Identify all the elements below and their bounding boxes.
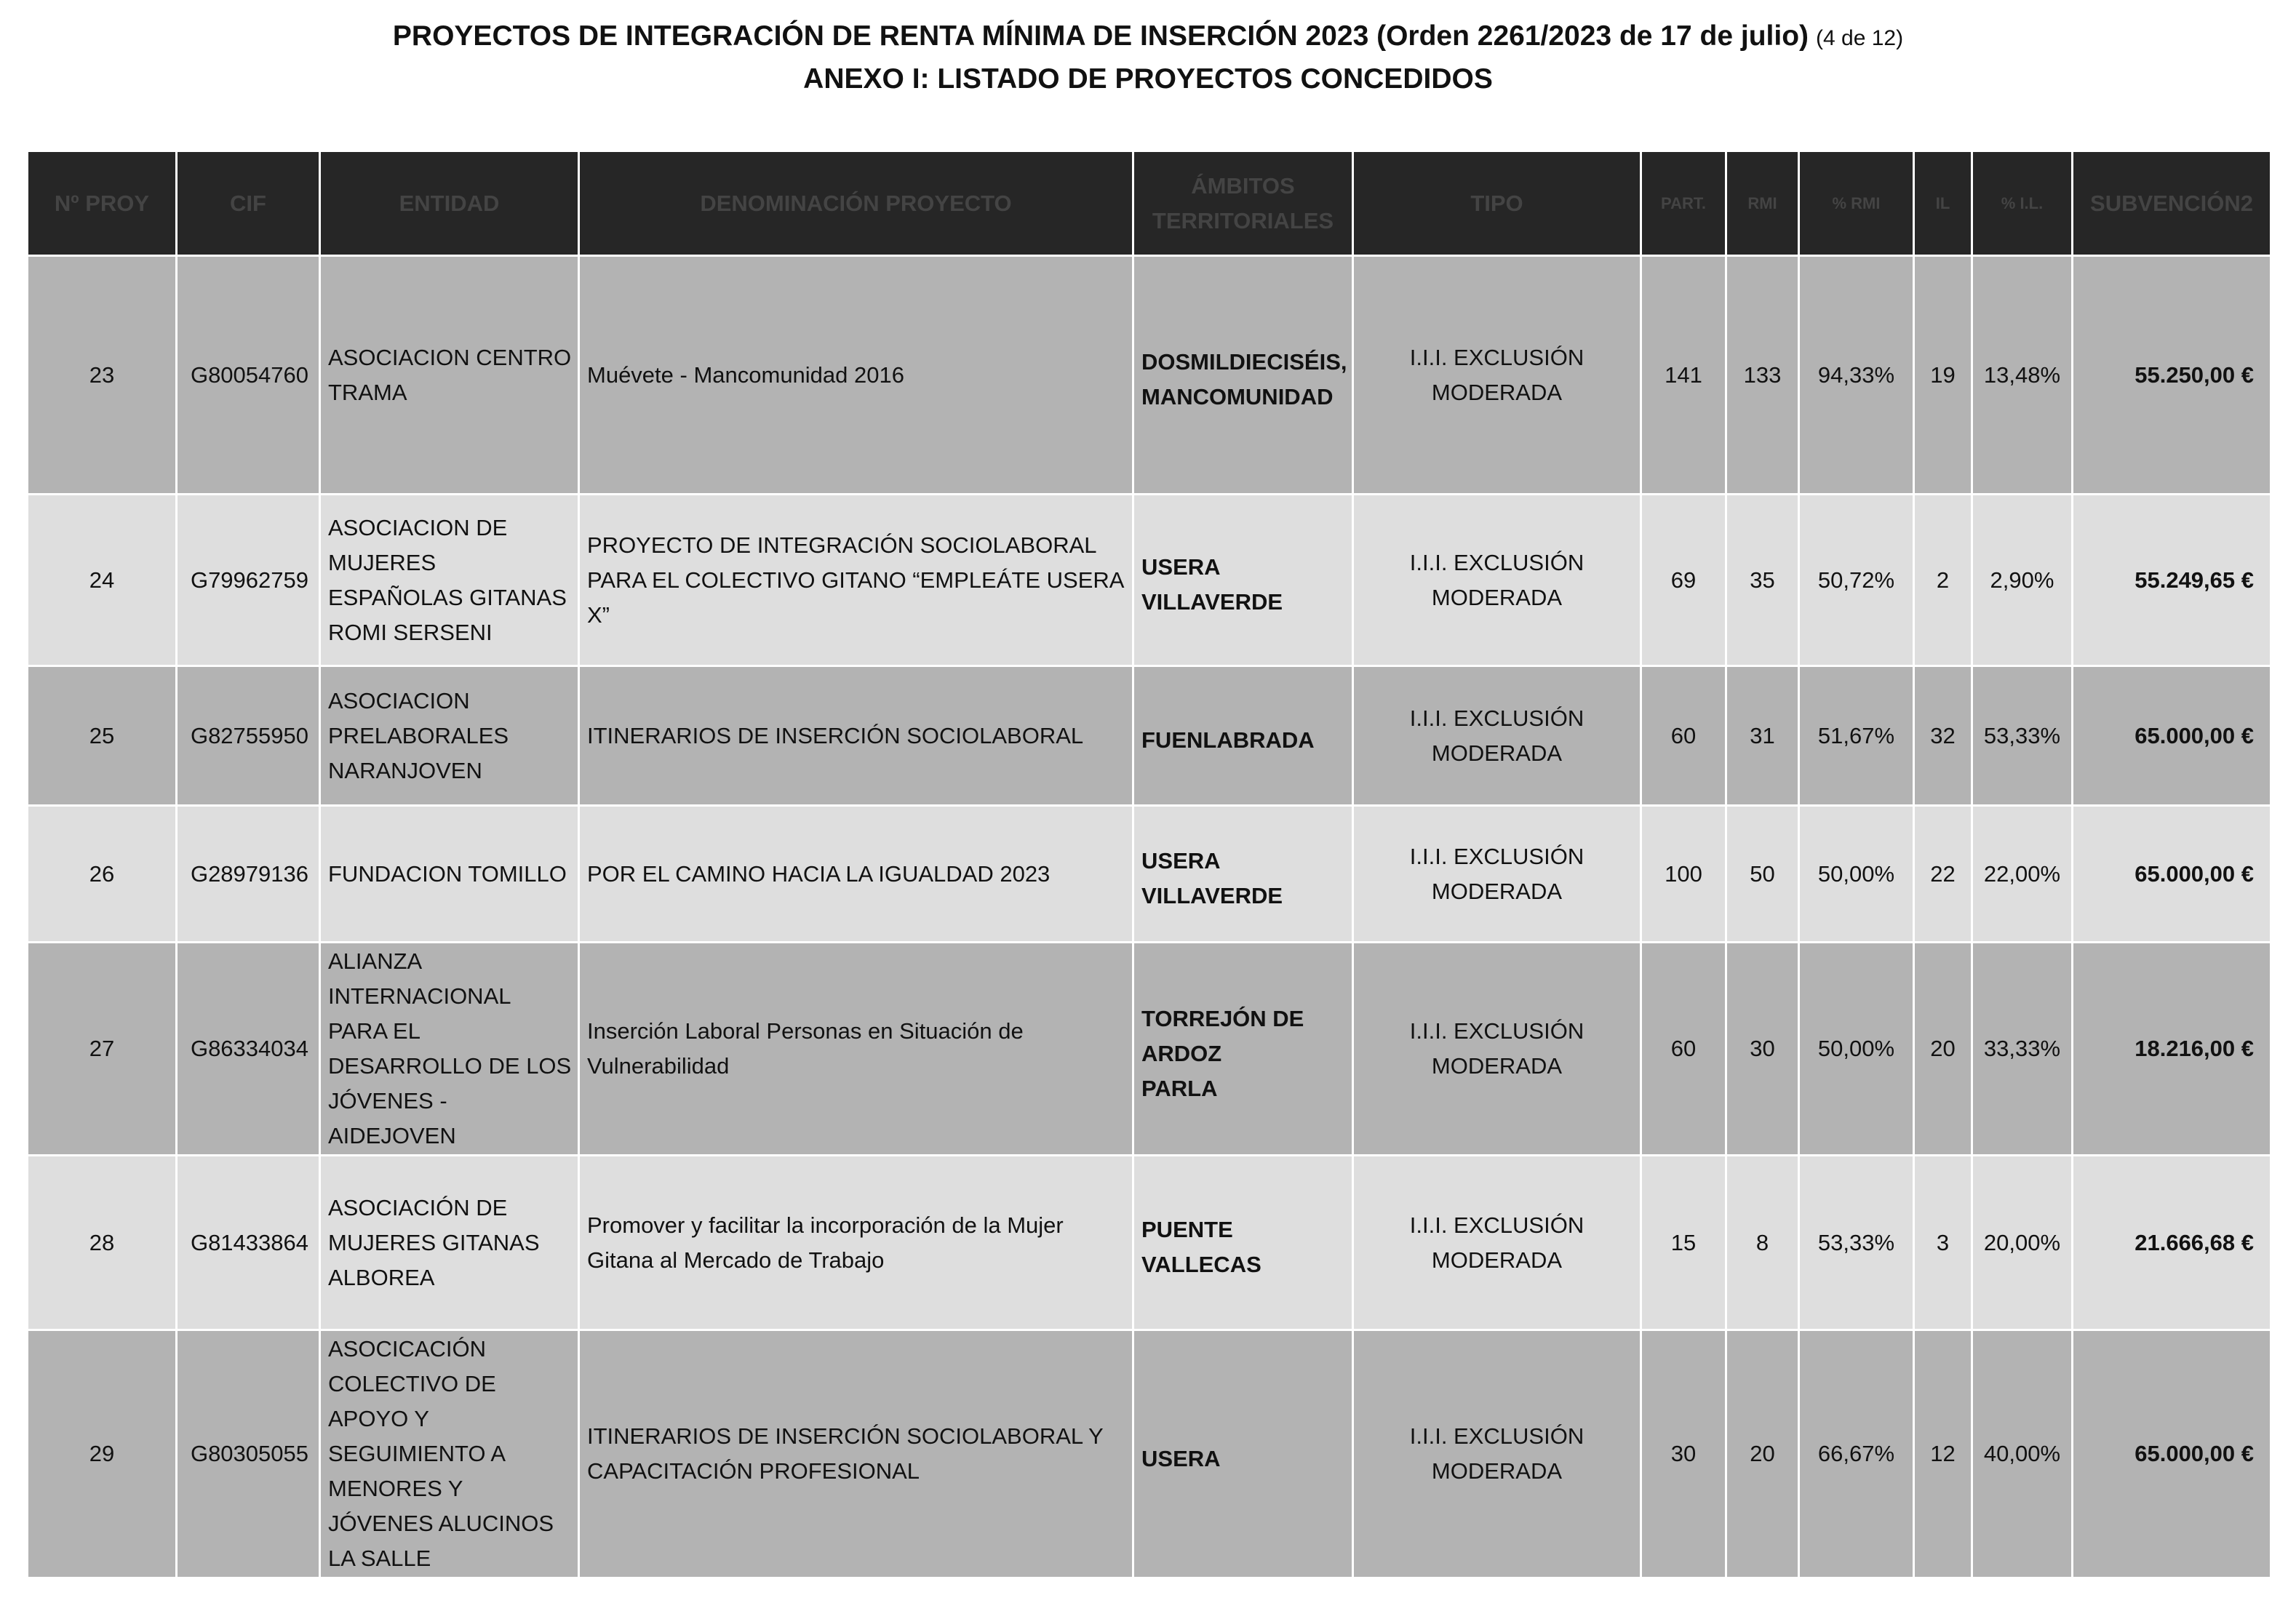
page-indicator: (4 de 12) bbox=[1816, 26, 1904, 50]
cell-part: 69 bbox=[1641, 495, 1726, 666]
cell-tipo: I.I.I. EXCLUSIÓN MODERADA bbox=[1353, 1156, 1641, 1330]
table-row bbox=[28, 943, 2271, 1156]
col-header-il: IL bbox=[1914, 151, 1972, 256]
col-header-entidad: ENTIDAD bbox=[320, 151, 579, 256]
page-subtitle: ANEXO I: LISTADO DE PROYECTOS CONCEDIDOS bbox=[803, 63, 1493, 95]
cell-ambitos bbox=[1133, 806, 1353, 943]
ambito-item: PUENTE VALLECAS bbox=[1141, 1217, 1261, 1277]
cell-cif: G79962759 bbox=[177, 495, 320, 666]
cell-entidad: ASOCICACIÓN COLECTIVO DE APOYO Y SEGUIMIENTO A MENORES Y JÓVENES ALUCINOS LA SALLE bbox=[320, 1330, 579, 1578]
col-header-num: Nº PROY bbox=[28, 151, 177, 256]
cell-num: 28 bbox=[28, 1156, 177, 1330]
cell-il: 32 bbox=[1914, 666, 1972, 806]
cell-subvencion: 55.249,65 € bbox=[2073, 495, 2271, 666]
cell-pct-rmi: 94,33% bbox=[1799, 256, 1914, 495]
cell-proyecto: Promover y facilitar la incorporación de la Mujer Gitana al Mercado de Trabajo bbox=[579, 1156, 1133, 1330]
cell-entidad: ASOCIACION DE MUJERES ESPAÑOLAS GITANAS ROMI SERSENI bbox=[320, 495, 579, 666]
cell-pct-rmi: 50,00% bbox=[1799, 806, 1914, 943]
cell-cif: G82755950 bbox=[177, 666, 320, 806]
ambito-item: USERA bbox=[1141, 1445, 1221, 1471]
cell-pct-rmi: 53,33% bbox=[1799, 1156, 1914, 1330]
cell-proyecto: POR EL CAMINO HACIA LA IGUALDAD 2023 bbox=[579, 806, 1133, 943]
col-header-pct-rmi: % RMI bbox=[1799, 151, 1914, 256]
cell-rmi: 20 bbox=[1726, 1330, 1799, 1578]
cell-tipo: I.I.I. EXCLUSIÓN MODERADA bbox=[1353, 666, 1641, 806]
cell-pct-il: 2,90% bbox=[1972, 495, 2073, 666]
projects-table bbox=[26, 150, 2272, 1579]
cell-subvencion: 18.216,00 € bbox=[2073, 943, 2271, 1156]
col-header-proyecto: DENOMINACIÓN PROYECTO bbox=[579, 151, 1133, 256]
cell-num: 26 bbox=[28, 806, 177, 943]
cell-proyecto: ITINERARIOS DE INSERCIÓN SOCIOLABORAL Y CAPACITACIÓN PROFESIONAL bbox=[579, 1330, 1133, 1578]
cell-il: 20 bbox=[1914, 943, 1972, 1156]
cell-proyecto: Inserción Laboral Personas en Situación de Vulnerabilidad bbox=[579, 943, 1133, 1156]
cell-num: 27 bbox=[28, 943, 177, 1156]
cell-entidad: ASOCIACION CENTRO TRAMA bbox=[320, 256, 579, 495]
ambito-item: FUENLABRADA bbox=[1141, 727, 1315, 753]
table-row bbox=[28, 256, 2271, 495]
col-header-cif: CIF bbox=[177, 151, 320, 256]
cell-num: 23 bbox=[28, 256, 177, 495]
page-title bbox=[0, 16, 2296, 59]
col-header-rmi: RMI bbox=[1726, 151, 1799, 256]
cell-rmi: 30 bbox=[1726, 943, 1799, 1156]
cell-cif: G80054760 bbox=[177, 256, 320, 495]
cell-ambitos bbox=[1133, 1156, 1353, 1330]
ambito-item: USERA bbox=[1141, 554, 1221, 580]
table-row bbox=[28, 666, 2271, 806]
ambito-item: DOSMILDIECISÉIS, bbox=[1141, 349, 1347, 375]
table-header-row bbox=[28, 151, 2271, 256]
cell-proyecto: PROYECTO DE INTEGRACIÓN SOCIOLABORAL PARA EL COLECTIVO GITANO “EMPLEÁTE USERA X” bbox=[579, 495, 1133, 666]
col-header-ambitos: ÁMBITOS TERRITORIALES bbox=[1133, 151, 1353, 256]
ambito-item: VILLAVERDE bbox=[1141, 589, 1283, 615]
cell-subvencion: 65.000,00 € bbox=[2073, 806, 2271, 943]
cell-num: 29 bbox=[28, 1330, 177, 1578]
col-header-tipo: TIPO bbox=[1353, 151, 1641, 256]
cell-num: 25 bbox=[28, 666, 177, 806]
cell-pct-il: 20,00% bbox=[1972, 1156, 2073, 1330]
cell-tipo: I.I.I. EXCLUSIÓN MODERADA bbox=[1353, 943, 1641, 1156]
cell-tipo: I.I.I. EXCLUSIÓN MODERADA bbox=[1353, 1330, 1641, 1578]
cell-cif: G80305055 bbox=[177, 1330, 320, 1578]
cell-proyecto: Muévete - Mancomunidad 2016 bbox=[579, 256, 1133, 495]
cell-subvencion: 55.250,00 € bbox=[2073, 256, 2271, 495]
cell-part: 141 bbox=[1641, 256, 1726, 495]
cell-tipo: I.I.I. EXCLUSIÓN MODERADA bbox=[1353, 495, 1641, 666]
cell-il: 19 bbox=[1914, 256, 1972, 495]
col-header-part: PART. bbox=[1641, 151, 1726, 256]
cell-pct-il: 22,00% bbox=[1972, 806, 2073, 943]
ambito-item: TORREJÓN DE ARDOZ bbox=[1141, 1005, 1304, 1066]
cell-il: 2 bbox=[1914, 495, 1972, 666]
cell-entidad: ASOCIACIÓN DE MUJERES GITANAS ALBOREA bbox=[320, 1156, 579, 1330]
cell-ambitos bbox=[1133, 1330, 1353, 1578]
cell-subvencion: 65.000,00 € bbox=[2073, 666, 2271, 806]
table-row bbox=[28, 1330, 2271, 1578]
cell-tipo: I.I.I. EXCLUSIÓN MODERADA bbox=[1353, 256, 1641, 495]
cell-ambitos bbox=[1133, 495, 1353, 666]
cell-rmi: 31 bbox=[1726, 666, 1799, 806]
cell-part: 15 bbox=[1641, 1156, 1726, 1330]
cell-proyecto: ITINERARIOS DE INSERCIÓN SOCIOLABORAL bbox=[579, 666, 1133, 806]
cell-ambitos bbox=[1133, 943, 1353, 1156]
cell-pct-il: 33,33% bbox=[1972, 943, 2073, 1156]
cell-pct-il: 13,48% bbox=[1972, 256, 2073, 495]
cell-tipo: I.I.I. EXCLUSIÓN MODERADA bbox=[1353, 806, 1641, 943]
cell-rmi: 8 bbox=[1726, 1156, 1799, 1330]
cell-cif: G28979136 bbox=[177, 806, 320, 943]
cell-part: 60 bbox=[1641, 943, 1726, 1156]
cell-il: 12 bbox=[1914, 1330, 1972, 1578]
ambito-item: PARLA bbox=[1141, 1075, 1218, 1101]
cell-subvencion: 21.666,68 € bbox=[2073, 1156, 2271, 1330]
cell-pct-rmi: 66,67% bbox=[1799, 1330, 1914, 1578]
col-header-pct-il: % I.L. bbox=[1972, 151, 2073, 256]
cell-entidad: ALIANZA INTERNACIONAL PARA EL DESARROLLO DE LOS JÓVENES - AIDEJOVEN bbox=[320, 943, 579, 1156]
cell-part: 60 bbox=[1641, 666, 1726, 806]
title-line-1: PROYECTOS DE INTEGRACIÓN DE RENTA MÍNIMA DE INSERCIÓN 2023 (Orden 2261/2023 de 17 de julio) bbox=[392, 20, 1809, 52]
ambito-item: VILLAVERDE bbox=[1141, 883, 1283, 908]
cell-il: 22 bbox=[1914, 806, 1972, 943]
cell-rmi: 133 bbox=[1726, 256, 1799, 495]
table-row bbox=[28, 1156, 2271, 1330]
cell-part: 30 bbox=[1641, 1330, 1726, 1578]
table-row bbox=[28, 495, 2271, 666]
cell-entidad: FUNDACION TOMILLO bbox=[320, 806, 579, 943]
cell-ambitos bbox=[1133, 256, 1353, 495]
cell-cif: G81433864 bbox=[177, 1156, 320, 1330]
cell-rmi: 35 bbox=[1726, 495, 1799, 666]
cell-il: 3 bbox=[1914, 1156, 1972, 1330]
cell-rmi: 50 bbox=[1726, 806, 1799, 943]
cell-pct-rmi: 50,00% bbox=[1799, 943, 1914, 1156]
ambito-item: MANCOMUNIDAD bbox=[1141, 384, 1334, 409]
cell-pct-il: 40,00% bbox=[1972, 1330, 2073, 1578]
cell-num: 24 bbox=[28, 495, 177, 666]
cell-entidad: ASOCIACION PRELABORALES NARANJOVEN bbox=[320, 666, 579, 806]
cell-subvencion: 65.000,00 € bbox=[2073, 1330, 2271, 1578]
table-row bbox=[28, 806, 2271, 943]
cell-cif: G86334034 bbox=[177, 943, 320, 1156]
col-header-subvencion: SUBVENCIÓN2 bbox=[2073, 151, 2271, 256]
cell-pct-rmi: 51,67% bbox=[1799, 666, 1914, 806]
cell-pct-il: 53,33% bbox=[1972, 666, 2073, 806]
cell-ambitos bbox=[1133, 666, 1353, 806]
ambito-item: USERA bbox=[1141, 848, 1221, 874]
cell-part: 100 bbox=[1641, 806, 1726, 943]
cell-pct-rmi: 50,72% bbox=[1799, 495, 1914, 666]
document-header bbox=[0, 16, 2296, 100]
